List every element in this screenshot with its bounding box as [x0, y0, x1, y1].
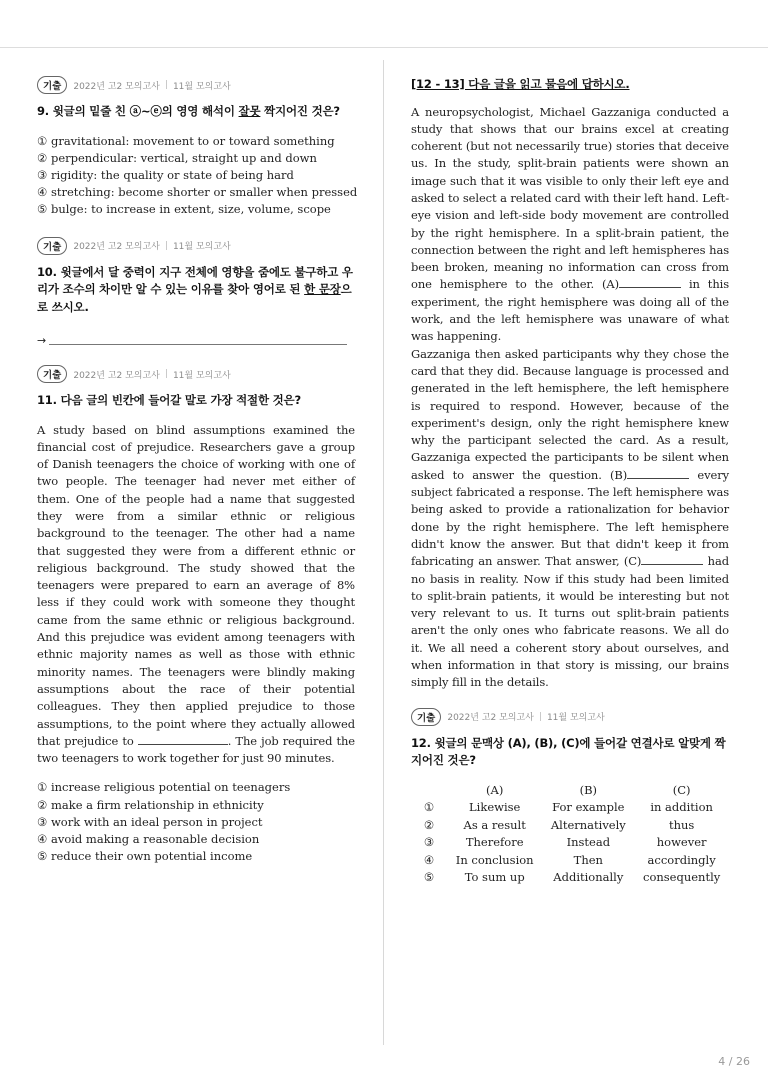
table-row[interactable] — [411, 817, 729, 835]
paragraph-1: A neuropsychologist, Michael Gazzaniga conducted a study that shows that our brains excel at creating coherent (but not necessarily true) stories that deceive us. In the study, split-brain patients were shown an image such that it was visible to only their left eye and asked to select a related card with their left hand. Left-eye vision and left-side body movement are controlled by the right hemisphere. In a split-brain patient, the connection between the right and left hemispheres has been broken, meaning no information can cross from one hemisphere to the other. (A) — [411, 104, 729, 292]
reading-passage — [37, 422, 355, 768]
table-row[interactable] — [411, 852, 729, 870]
exam-year: 2022년 고2 모의고사 — [73, 81, 160, 92]
choice-b: Instead — [566, 835, 611, 850]
exam-year: 2022년 고2 모의고사 — [447, 713, 534, 724]
choice-table — [411, 782, 729, 887]
choice-b: Alternatively — [550, 817, 626, 832]
exam-year: 2022년 고2 모의고사 — [73, 242, 160, 253]
passage-text-end: . The job required the two teenagers to work together for just 90 minutes. — [37, 733, 356, 766]
choice-b: Additionally — [553, 870, 624, 885]
passage-header: [12 - 13] 다음 글을 읽고 물음에 답하시오. — [411, 77, 630, 91]
option-5[interactable]: ⑤ reduce their own potential income — [37, 849, 253, 864]
right-column — [411, 76, 729, 905]
column-header-a: (A) — [486, 782, 504, 797]
choice-number: ① — [423, 800, 435, 815]
choice-number: ③ — [423, 835, 435, 850]
table-row[interactable] — [411, 799, 729, 817]
column-header — [411, 782, 447, 800]
option-4[interactable]: ④ avoid making a reasonable decision — [37, 832, 260, 847]
arrow-icon: → — [37, 334, 47, 348]
title-underlined: 한 문장 — [304, 282, 341, 297]
separator: | — [538, 711, 542, 722]
question-10 — [37, 237, 355, 348]
past-exam-badge: 기출 — [37, 76, 67, 94]
header-rule — [0, 47, 768, 48]
question-12 — [411, 708, 729, 887]
table-row[interactable] — [411, 834, 729, 852]
option-1[interactable]: ① increase religious potential on teenagers — [37, 780, 291, 795]
table-header-row — [411, 782, 729, 800]
past-exam-badge: 기출 — [37, 237, 67, 255]
question-11 — [37, 365, 355, 865]
passage-text: A study based on blind assumptions examined the financial cost of prejudice. Researchers gave a group of Danish teenagers the choice of working with one of two people. The teenager had never met either of them. One of the people had a name that suggested they were from a similar ethnic or religious background to the teenager. The other had a name that suggested they were from a different ethnic or religious background. The study showed that the teenagers were prepared to earn an average of 8% less if they could work with someone they thought came from the same ethnic or religious background. And this prejudice was evident among teenagers with ethnic majority names as well as those with ethnic minority names. The teenagers were blindly making assumptions about the race of their potential colleagues. They then applied prejudice to those assumptions, to the point where they actually allowed that prejudice to — [37, 422, 355, 748]
question-title: 11. 다음 글의 빈칸에 들어갈 말로 가장 적절한 것은? — [37, 393, 301, 408]
separator: | — [164, 369, 168, 380]
question-title — [37, 103, 355, 121]
option-1[interactable]: ① gravitational: movement to or toward something — [37, 133, 335, 148]
choice-c: thus — [668, 817, 695, 832]
choice-c: however — [656, 835, 707, 850]
exam-month: 11월 모의고사 — [172, 370, 231, 381]
blank-a — [619, 277, 681, 288]
choice-a: To sum up — [464, 870, 525, 885]
paragraph-2-mid: every subject fabricated a response. The left hemisphere was being asked to provide a rationalization for behavior done by the right hemisphere. The left hemisphere didn't know the answer. But that didn't keep it from fabricating an answer. That answer, (C) — [411, 467, 729, 569]
option-5[interactable]: ⑤ bulge: to increase in extent, size, volume, scope — [37, 202, 331, 217]
column-divider — [383, 60, 384, 1045]
source-tag-row — [411, 708, 729, 726]
answer-line[interactable] — [37, 334, 355, 347]
choice-number: ⑤ — [423, 870, 435, 885]
paragraph-1-end: in this experiment, the right hemisphere was doing all of the work, and the left hemisphere was unaware of what was happening. — [411, 277, 730, 344]
blank-c — [641, 554, 703, 565]
choice-c: accordingly — [647, 852, 716, 867]
choice-number: ② — [423, 817, 435, 832]
title-text-end: 으로 쓰시오. — [37, 282, 352, 314]
choice-a: As a result — [463, 817, 526, 832]
paragraph-2: Gazzaniga then asked participants why they chose the card that they did. Because language is processed and generated in the left hemisphere, the left hemisphere is required to respond. However, because of the experiment's design, only the right hemisphere knew why the participant selected the card. As a result, Gazzaniga expected the participants to be silent when asked to answer the question. (B) — [411, 346, 729, 482]
option-2[interactable]: ② make a firm relationship in ethnicity — [37, 797, 264, 812]
choice-c: in addition — [650, 800, 713, 815]
column-header-b: (B) — [579, 782, 598, 797]
exam-month: 11월 모의고사 — [546, 713, 605, 724]
title-text: 9. 윗글의 밑줄 친 ⓐ~ⓔ의 영영 해석이 — [37, 104, 239, 118]
source-tag-row — [37, 365, 355, 383]
choice-b: For example — [552, 800, 625, 815]
option-4[interactable]: ④ stretching: become shorter or smaller when pressed — [37, 185, 358, 200]
blank-b — [627, 468, 689, 479]
column-header-c: (C) — [672, 782, 691, 797]
table-row[interactable] — [411, 869, 729, 887]
answer-blank[interactable] — [49, 336, 347, 345]
option-3[interactable]: ③ work with an ideal person in project — [37, 814, 263, 829]
choice-b: Then — [573, 852, 603, 867]
choice-a: Therefore — [465, 835, 524, 850]
answer-options — [37, 779, 355, 865]
title-text-end: 짝지어진 것은? — [260, 104, 340, 118]
option-2[interactable]: ② perpendicular: vertical, straight up and down — [37, 150, 317, 165]
answer-options — [37, 133, 358, 219]
left-column — [37, 76, 358, 883]
exam-year: 2022년 고2 모의고사 — [73, 370, 160, 381]
question-title — [37, 264, 355, 317]
choice-c: consequently — [643, 870, 721, 885]
choice-a: Likewise — [469, 800, 521, 815]
past-exam-badge: 기출 — [37, 365, 67, 383]
paragraph-2-end: had no basis in reality. Now if this study had been limited to split-brain patients, it would be interesting but not very relevant to us. It turns out split-brain patients aren't the only ones who fabricate reasons. We all do it. We all need a coherent story about ourselves, and when information in that story is missing, our brains simply fill in the details. — [411, 554, 729, 690]
separator: | — [164, 80, 168, 90]
question-title: 12. 윗글의 문맥상 (A), (B), (C)에 들어갈 연결사로 알맞게 짝지어진 것은? — [411, 735, 726, 768]
exam-month: 11월 모의고사 — [172, 242, 231, 253]
reading-passage — [411, 104, 729, 692]
passage-12-13 — [411, 76, 729, 692]
choice-number: ④ — [423, 852, 435, 867]
option-3[interactable]: ③ rigidity: the quality or state of being hard — [37, 167, 294, 182]
title-underlined: 잘못 — [238, 104, 261, 118]
source-tag-row — [37, 76, 355, 94]
question-9 — [37, 76, 358, 219]
source-tag-row — [37, 237, 355, 255]
separator: | — [164, 240, 168, 251]
title-text: 10. 윗글에서 달 중력이 지구 전체에 영향을 줌에도 불구하고 우리가 조수의 차이만 알 수 있는 이유를 찾아 영어로 된 — [37, 264, 353, 297]
past-exam-badge: 기출 — [411, 708, 441, 726]
fill-in-blank — [138, 734, 228, 745]
exam-month: 11월 모의고사 — [172, 81, 231, 92]
choice-a: In conclusion — [455, 852, 534, 867]
page-number: 4 / 26 — [718, 1055, 750, 1068]
